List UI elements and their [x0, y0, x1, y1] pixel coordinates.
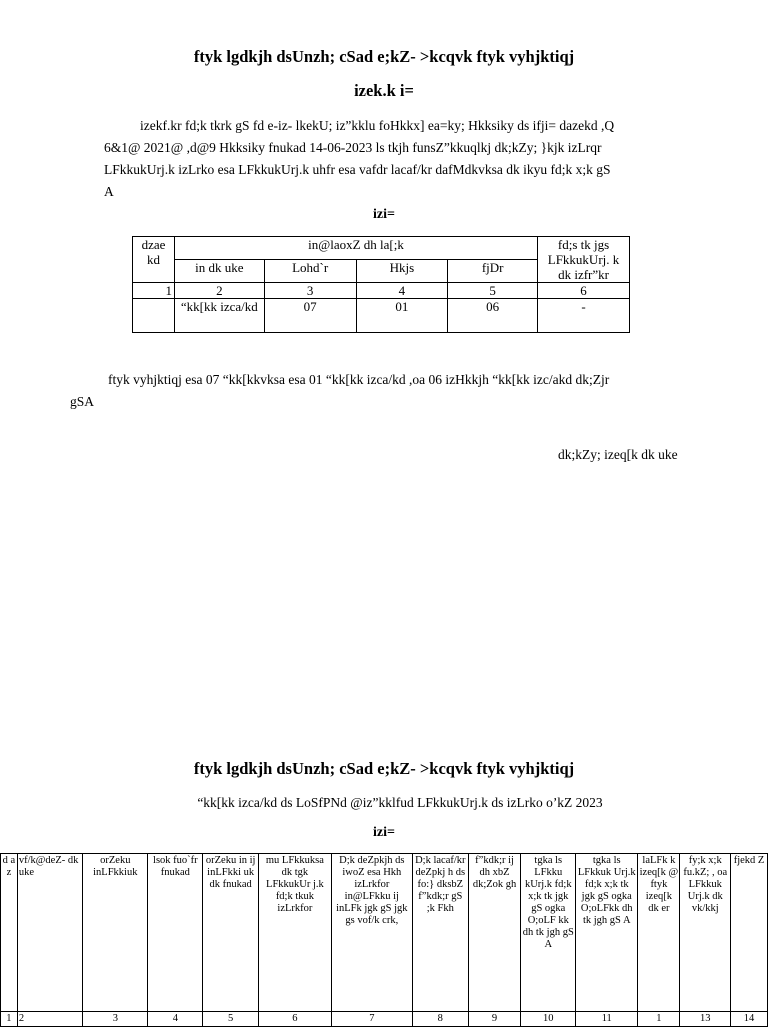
- header-cell: fjekd Z: [731, 854, 768, 1012]
- col-number: 1: [133, 283, 175, 299]
- col-number: 8: [412, 1012, 468, 1027]
- cell-sanctioned: 07: [264, 299, 356, 333]
- cell-serial: [133, 299, 175, 333]
- col-number: 4: [148, 1012, 203, 1027]
- col-number: 14: [731, 1012, 768, 1027]
- certificate-paragraph: [104, 115, 704, 203]
- col-number: 3: [83, 1012, 148, 1027]
- cell-filled: 01: [356, 299, 448, 333]
- form-label: izi=: [373, 207, 395, 222]
- header-vacant: fjDr: [448, 260, 538, 283]
- col-number: 6: [538, 283, 630, 299]
- paragraph-line: A: [104, 184, 114, 199]
- col-number: 2: [174, 283, 264, 299]
- col-number: 1: [1, 1012, 18, 1027]
- header-cell: tgka ls LFkkuk Urj.k fd;k x;k tk jgk gS ogka O;oLFkk dh tk jgh gS A: [576, 854, 638, 1012]
- cell-vacant: 06: [448, 299, 538, 333]
- cell-post-name: “kk[kk izca/kd: [174, 299, 264, 333]
- col-number: 10: [521, 1012, 576, 1027]
- signature-label: dk;kZy; izeq[k dk uke: [558, 447, 678, 462]
- col-number: 5: [448, 283, 538, 299]
- header-post-name: in dk uke: [174, 260, 264, 283]
- summary-paragraph: [70, 369, 700, 413]
- header-cell: orZeku in ij inLFkki uk dk fnukad: [203, 854, 259, 1012]
- col-number: 9: [468, 1012, 521, 1027]
- page2-form-label: izi=: [373, 825, 395, 840]
- paragraph-line: LFkkukUrj.k izLrko esa LFkkukUrj.k uhfr esa vafdr lacaf/kr dafMdkvksa dk ikyu fd;k x;k gS: [104, 162, 611, 177]
- col-number: 3: [264, 283, 356, 299]
- summary-line: gSA: [70, 394, 95, 409]
- col-number: 11: [576, 1012, 638, 1027]
- col-number: 6: [259, 1012, 332, 1027]
- summary-line: ftyk vyhjktiqj esa 07 “kk[kkvksa esa 01 “kk[kk izca/kd ,oa 06 izHkkjh “kk[kk izc/akd dk;Zjr: [108, 372, 610, 387]
- header-cell: D;k deZpkjh ds iwoZ esa Hkh izLrkfor in@LFkku ij inLFk jgk gS jgk gs vof/k crk,: [331, 854, 412, 1012]
- transfer-proposal-table: [0, 853, 768, 1027]
- header-percentage: fd;s tk jgs LFkkukUrj. k dk izfr”kr: [538, 237, 630, 283]
- header-serial: dzae kd: [133, 237, 175, 283]
- col-number: 4: [356, 283, 448, 299]
- page-title: ftyk lgdkjh dsUnzh; cSad e;kZ- >kcqvk ftyk vyhjktiqj: [193, 47, 575, 66]
- header-cell: mu LFkkuksa dk tgk LFkkukUr j.k fd;k tkuk izLrkfor: [259, 854, 332, 1012]
- header-cell: D;k lacaf/kr deZpkj h ds fo:} dksbZ f”kdk;r gS ;k Fkh: [412, 854, 468, 1012]
- col-number: 5: [203, 1012, 259, 1027]
- header-cell: f”kdk;r ij dh xbZ dk;Zok gh: [468, 854, 521, 1012]
- post-count-table: [132, 236, 630, 333]
- header-group: in@laoxZ dh la[;k: [174, 237, 537, 260]
- header-cell: vf/k@deZ- dk uke: [17, 854, 82, 1012]
- page2-title: ftyk lgdkjh dsUnzh; cSad e;kZ- >kcqvk ftyk vyhjktiqj: [193, 759, 575, 778]
- header-filled: Hkjs: [356, 260, 448, 283]
- header-cell: d a z: [1, 854, 18, 1012]
- header-cell: lsok fuo`fr fnukad: [148, 854, 203, 1012]
- certificate-heading: izek.k i=: [354, 81, 414, 100]
- header-cell: tgka ls LFkku kUrj.k fd;k x;k tk jgk gS ogka O;oLF kk dh tk jgh gS A: [521, 854, 576, 1012]
- col-number: 2: [17, 1012, 82, 1027]
- col-number: 7: [331, 1012, 412, 1027]
- cell-percentage: -: [538, 299, 630, 333]
- col-number: 1: [638, 1012, 680, 1027]
- header-cell: fy;k x;k fu.kZ; , oa LFkkuk Urj.k dk vk/kkj: [680, 854, 731, 1012]
- paragraph-line: izekf.kr fd;k tkrk gS fd e-iz- lkekU; iz”kklu foHkkx] ea=ky; Hkksiky ds ifji= dazekd ,Q: [140, 118, 615, 133]
- col-number: 13: [680, 1012, 731, 1027]
- paragraph-line: 6&1@ 2021@ ,d@9 Hkksiky fnukad 14-06-2023 ls tkjh funsZ”kkuqlkj dk;kZy; }kjk izLrqr: [104, 140, 602, 155]
- header-cell: orZeku inLFkkiuk: [83, 854, 148, 1012]
- proposal-subtitle: “kk[kk izca/kd ds LoSfPNd @iz”kklfud LFkkukUrj.k ds izLrko o’kZ 2023: [197, 795, 603, 810]
- header-cell: laLFk k izeq[k @ ftyk izeq[k dk er: [638, 854, 680, 1012]
- header-sanctioned: Lohd`r: [264, 260, 356, 283]
